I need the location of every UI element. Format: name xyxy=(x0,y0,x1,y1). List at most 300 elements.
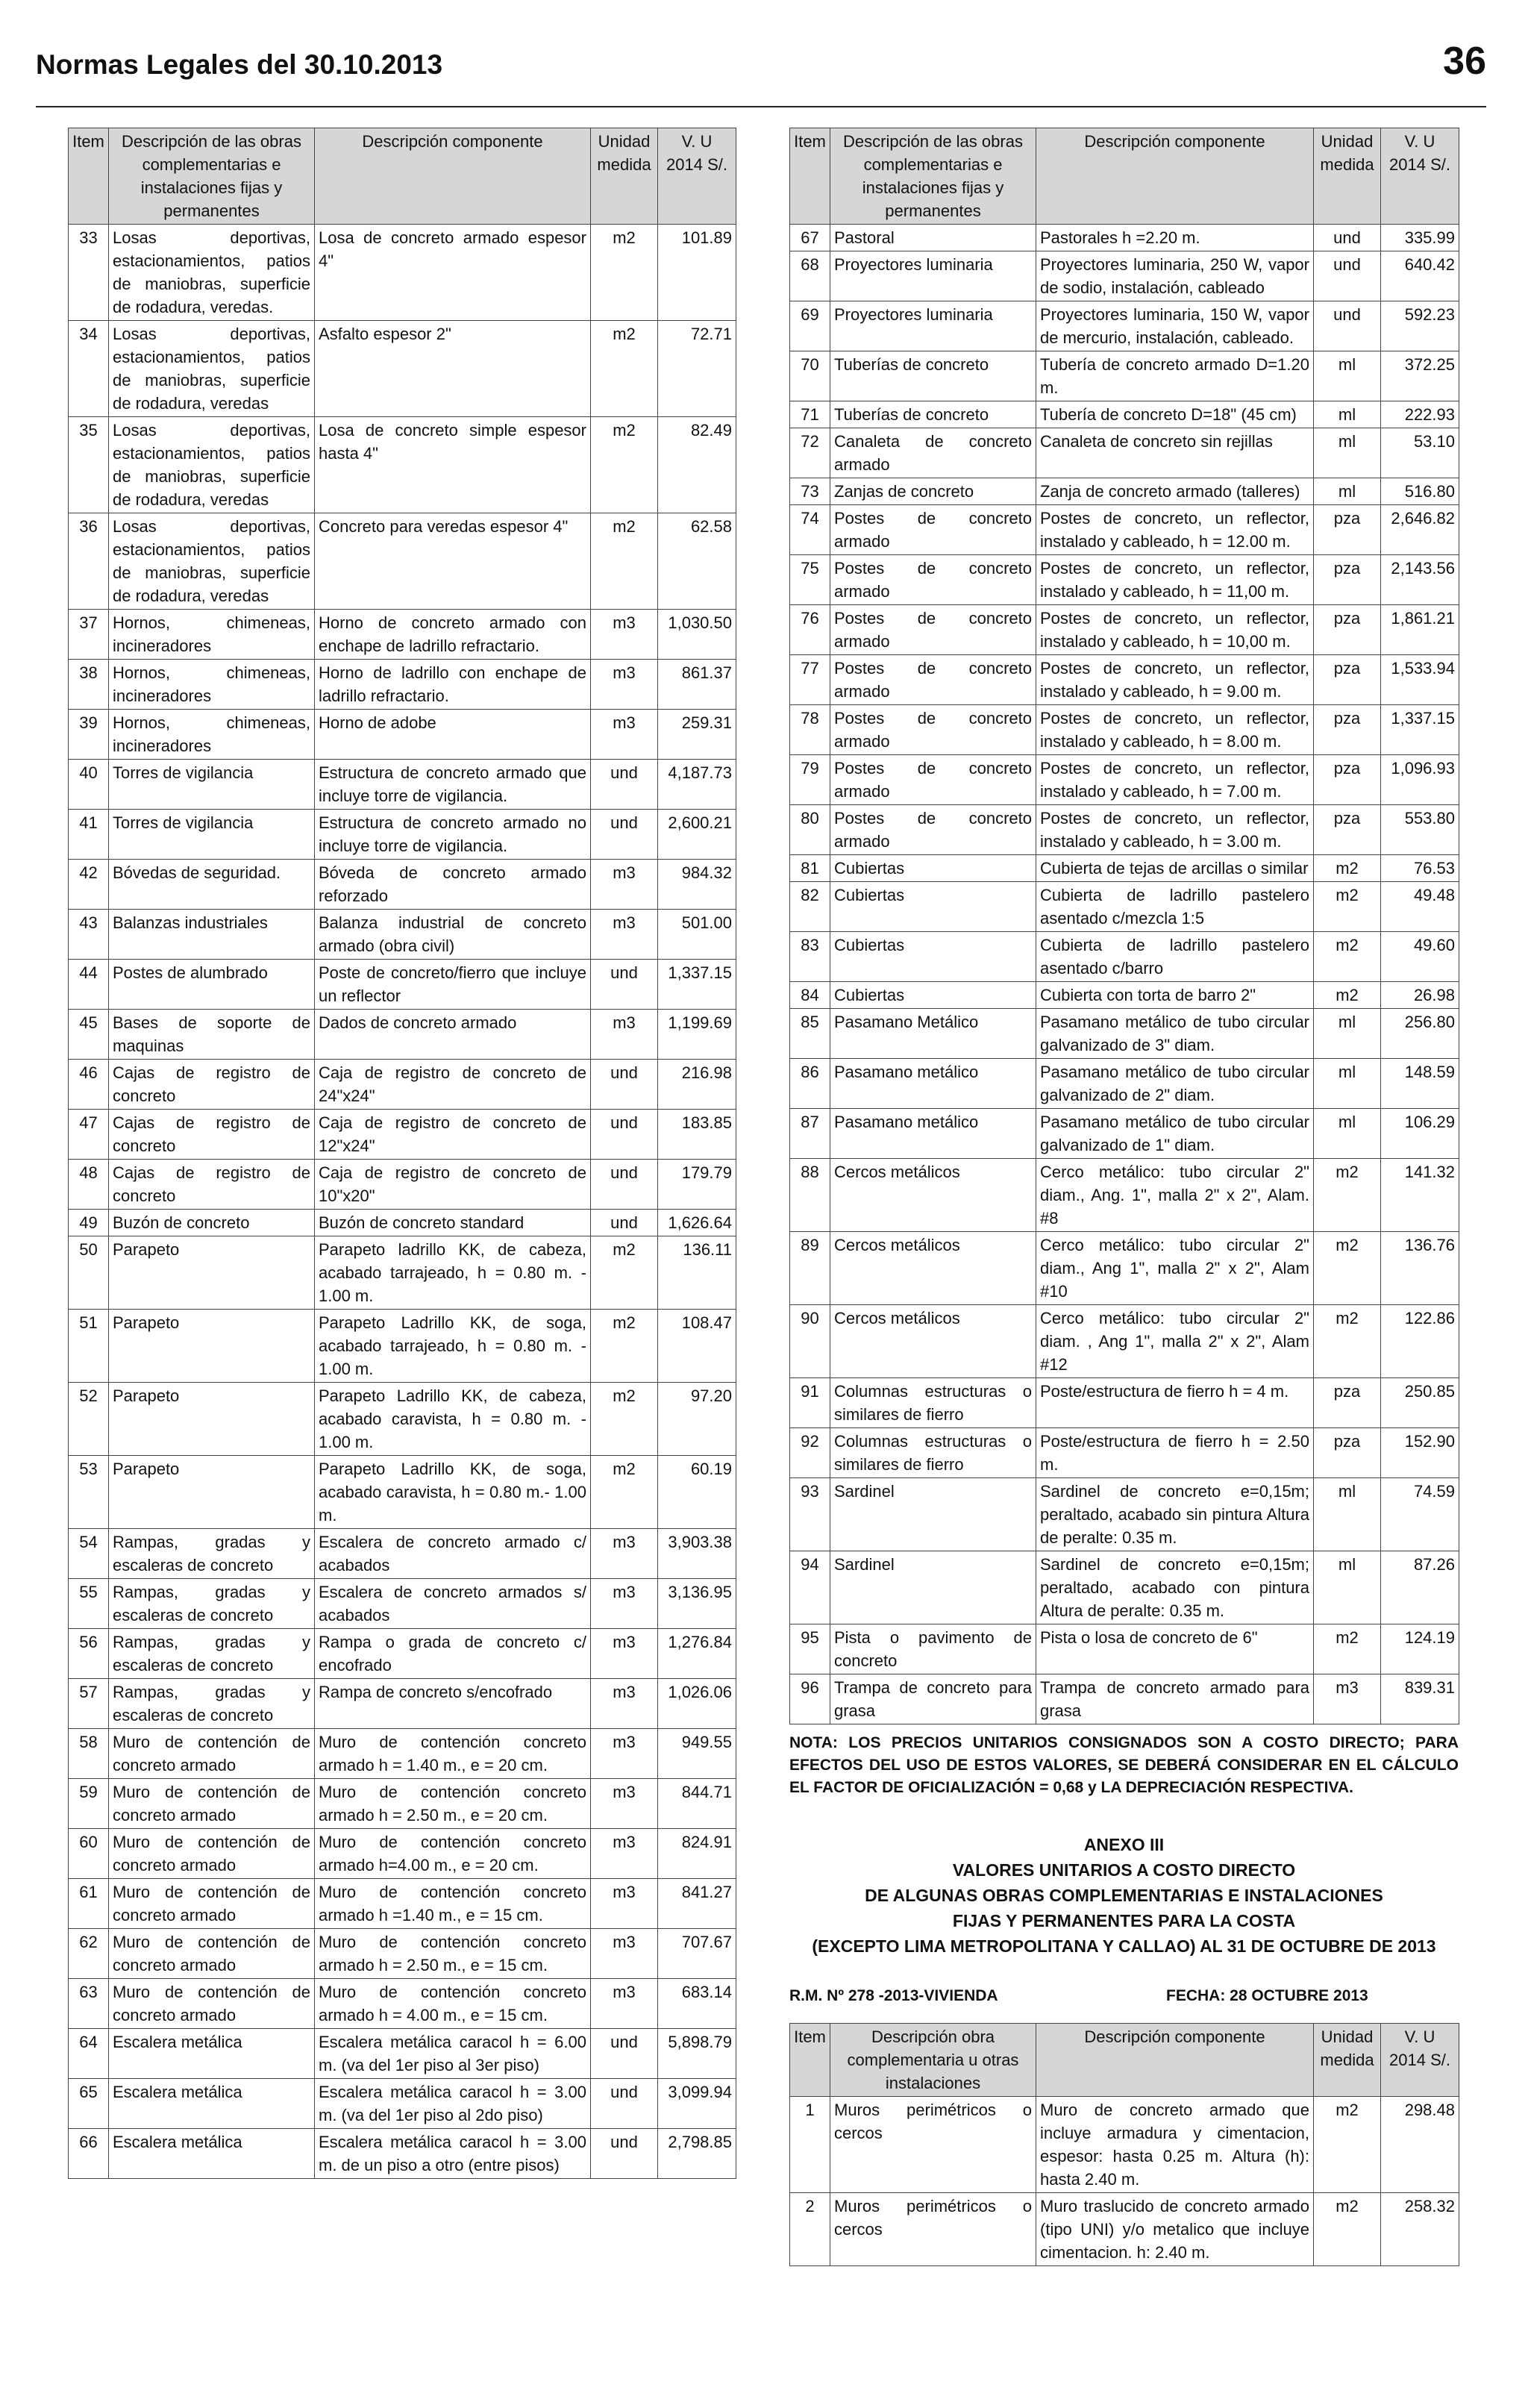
cell-unit: m3 xyxy=(591,1579,658,1629)
cell-item: 82 xyxy=(790,882,830,932)
cell-value: 136.11 xyxy=(658,1236,736,1310)
cell-component: Muro de contención concreto armado h =1.40 m., e = 15 cm. xyxy=(315,1879,591,1929)
table-row xyxy=(790,251,1459,301)
cell-item: 78 xyxy=(790,705,830,755)
cell-item: 62 xyxy=(69,1929,109,1979)
cell-unit: m3 xyxy=(591,1829,658,1879)
cell-description: Proyectores luminaria xyxy=(830,301,1036,351)
cell-unit: ml xyxy=(1314,478,1381,505)
cell-value: 152.90 xyxy=(1381,1428,1459,1478)
cell-description: Pasamano metálico xyxy=(830,1109,1036,1159)
cell-description: Postes de concreto armado xyxy=(830,605,1036,655)
cell-description: Cajas de registro de concreto xyxy=(109,1110,315,1160)
table-row xyxy=(790,982,1459,1009)
cell-value: 183.85 xyxy=(658,1110,736,1160)
cell-component: Parapeto Ladrillo KK, de cabeza, acabado caravista, h = 0.80 m. - 1.00 m. xyxy=(315,1383,591,1456)
cell-item: 77 xyxy=(790,655,830,705)
cell-value: 1,030.50 xyxy=(658,610,736,660)
cell-unit: und xyxy=(1314,301,1381,351)
cell-item: 56 xyxy=(69,1629,109,1679)
cell-description: Hornos, chimeneas, incineradores xyxy=(109,610,315,660)
cell-value: 1,276.84 xyxy=(658,1629,736,1679)
cell-description: Postes de concreto armado xyxy=(830,505,1036,555)
cell-description: Losas deportivas, estacionamientos, patios de maniobras, superficie de rodadura, veredas xyxy=(109,417,315,513)
annex-title-line: DE ALGUNAS OBRAS COMPLEMENTARIAS E INSTALACIONES xyxy=(865,1886,1383,1905)
cell-value: 2,600.21 xyxy=(658,810,736,860)
table-row xyxy=(790,1305,1459,1378)
cell-description: Sardinel xyxy=(830,1478,1036,1551)
table-row xyxy=(69,1929,736,1979)
cell-item: 52 xyxy=(69,1383,109,1456)
cell-value: 5,898.79 xyxy=(658,2029,736,2079)
resolution-number: R.M. Nº 278 -2013-VIVIENDA xyxy=(789,1987,998,2004)
header-rule xyxy=(36,106,1486,107)
cell-description: Postes de concreto armado xyxy=(830,655,1036,705)
table-header-row xyxy=(790,128,1459,225)
cell-description: Muro de contención de concreto armado xyxy=(109,1879,315,1929)
col-header-unit: Unidad medida xyxy=(591,128,658,225)
cell-component: Cubierta de ladrillo pastelero asentado c/mezcla 1:5 xyxy=(1036,882,1314,932)
cell-item: 87 xyxy=(790,1109,830,1159)
cell-value: 250.85 xyxy=(1381,1378,1459,1428)
cell-component: Canaleta de concreto sin rejillas xyxy=(1036,428,1314,478)
cell-component: Escalera metálica caracol h = 3.00 m. (va del 1er piso al 2do piso) xyxy=(315,2079,591,2129)
cell-component: Poste/estructura de fierro h = 4 m. xyxy=(1036,1378,1314,1428)
table-row xyxy=(69,810,736,860)
cell-component: Muro de contención concreto armado h=4.00 m., e = 20 cm. xyxy=(315,1829,591,1879)
cell-description: Rampas, gradas y escaleras de concreto xyxy=(109,1679,315,1729)
cell-value: 824.91 xyxy=(658,1829,736,1879)
table-header-row xyxy=(69,128,736,225)
cell-value: 72.71 xyxy=(658,321,736,417)
cell-unit: m2 xyxy=(1314,1624,1381,1674)
cell-component: Proyectores luminaria, 150 W, vapor de mercurio, instalación, cableado. xyxy=(1036,301,1314,351)
cell-item: 65 xyxy=(69,2079,109,2129)
cell-description: Columnas estructuras o similares de fierro xyxy=(830,1428,1036,1478)
annex-title-line: FIJAS Y PERMANENTES PARA LA COSTA xyxy=(952,1911,1296,1930)
cell-value: 3,136.95 xyxy=(658,1579,736,1629)
cell-description: Cercos metálicos xyxy=(830,1305,1036,1378)
cell-unit: pza xyxy=(1314,1378,1381,1428)
cell-item: 50 xyxy=(69,1236,109,1310)
cell-item: 44 xyxy=(69,960,109,1010)
cell-unit: pza xyxy=(1314,705,1381,755)
cell-item: 73 xyxy=(790,478,830,505)
cell-component: Tubería de concreto D=18" (45 cm) xyxy=(1036,401,1314,428)
col-header-component: Descripción componente xyxy=(315,128,591,225)
cell-item: 41 xyxy=(69,810,109,860)
cell-value: 707.67 xyxy=(658,1929,736,1979)
cell-component: Sardinel de concreto e=0,15m; peraltado, acabado con pintura Altura de peralte: 0.35 m. xyxy=(1036,1551,1314,1624)
col-header-value: V. U 2014 S/. xyxy=(1381,128,1459,225)
cell-value: 148.59 xyxy=(1381,1059,1459,1109)
cell-description: Muros perimétricos o cercos xyxy=(830,2097,1036,2193)
cell-component: Cubierta de ladrillo pastelero asentado c/barro xyxy=(1036,932,1314,982)
table-row xyxy=(790,351,1459,401)
cell-value: 640.42 xyxy=(1381,251,1459,301)
table-row xyxy=(69,1236,736,1310)
table-row xyxy=(790,1159,1459,1232)
cell-value: 74.59 xyxy=(1381,1478,1459,1551)
table-row xyxy=(69,1529,736,1579)
table-row xyxy=(69,1383,736,1456)
table-row xyxy=(790,655,1459,705)
cell-unit: m2 xyxy=(591,513,658,610)
cell-value: 2,798.85 xyxy=(658,2129,736,2179)
cell-component: Pasamano metálico de tubo circular galvanizado de 2" diam. xyxy=(1036,1059,1314,1109)
cell-value: 49.48 xyxy=(1381,882,1459,932)
cell-description: Parapeto xyxy=(109,1383,315,1456)
cell-item: 54 xyxy=(69,1529,109,1579)
cell-item: 83 xyxy=(790,932,830,982)
cell-value: 3,903.38 xyxy=(658,1529,736,1579)
cell-item: 63 xyxy=(69,1979,109,2029)
cell-component: Rampa de concreto s/encofrado xyxy=(315,1679,591,1729)
cell-component: Parapeto ladrillo KK, de cabeza, acabado tarrajeado, h = 0.80 m. - 1.00 m. xyxy=(315,1236,591,1310)
cell-item: 66 xyxy=(69,2129,109,2179)
col-header-item: Item xyxy=(790,128,830,225)
table-row xyxy=(790,555,1459,605)
cell-item: 79 xyxy=(790,755,830,805)
table-row xyxy=(69,417,736,513)
cell-unit: pza xyxy=(1314,505,1381,555)
cell-component: Rampa o grada de concreto c/ encofrado xyxy=(315,1629,591,1679)
cell-item: 96 xyxy=(790,1674,830,1724)
cell-item: 70 xyxy=(790,351,830,401)
cell-description: Rampas, gradas y escaleras de concreto xyxy=(109,1579,315,1629)
cell-value: 97.20 xyxy=(658,1383,736,1456)
cell-description: Muro de contención de concreto armado xyxy=(109,1779,315,1829)
annex-title-line: (EXCEPTO LIMA METROPOLITANA Y CALLAO) AL 31 DE OCTUBRE DE 2013 xyxy=(812,1936,1436,1956)
cell-unit: und xyxy=(591,960,658,1010)
cell-component: Poste de concreto/fierro que incluye un reflector xyxy=(315,960,591,1010)
cell-description: Hornos, chimeneas, incineradores xyxy=(109,660,315,710)
cell-description: Cercos metálicos xyxy=(830,1159,1036,1232)
cell-item: 37 xyxy=(69,610,109,660)
cell-component: Caja de registro de concreto de 10"x20" xyxy=(315,1160,591,1210)
cell-unit: m2 xyxy=(591,321,658,417)
cell-value: 216.98 xyxy=(658,1060,736,1110)
cell-value: 844.71 xyxy=(658,1779,736,1829)
table-row xyxy=(790,1624,1459,1674)
cell-description: Postes de alumbrado xyxy=(109,960,315,1010)
col-header-unit: Unidad medida xyxy=(1314,128,1381,225)
cell-description: Escalera metálica xyxy=(109,2029,315,2079)
cell-description: Parapeto xyxy=(109,1310,315,1383)
cell-value: 372.25 xyxy=(1381,351,1459,401)
cell-component: Escalera metálica caracol h = 6.00 m. (va del 1er piso al 3er piso) xyxy=(315,2029,591,2079)
cell-value: 1,533.94 xyxy=(1381,655,1459,705)
cell-value: 60.19 xyxy=(658,1456,736,1529)
cell-unit: und xyxy=(591,810,658,860)
cell-value: 2,646.82 xyxy=(1381,505,1459,555)
cell-item: 76 xyxy=(790,605,830,655)
cell-description: Sardinel xyxy=(830,1551,1036,1624)
cell-value: 516.80 xyxy=(1381,478,1459,505)
cell-unit: m2 xyxy=(591,1310,658,1383)
cell-item: 34 xyxy=(69,321,109,417)
cell-item: 36 xyxy=(69,513,109,610)
cell-value: 106.29 xyxy=(1381,1109,1459,1159)
cell-description: Bóvedas de seguridad. xyxy=(109,860,315,910)
table-row xyxy=(790,2097,1459,2193)
cell-description: Postes de concreto armado xyxy=(830,755,1036,805)
table-row xyxy=(790,1059,1459,1109)
cell-unit: pza xyxy=(1314,605,1381,655)
cell-unit: m3 xyxy=(591,660,658,710)
cell-item: 91 xyxy=(790,1378,830,1428)
cell-item: 49 xyxy=(69,1210,109,1236)
table-row xyxy=(790,1674,1459,1724)
cell-component: Postes de concreto, un reflector, instalado y cableado, h = 7.00 m. xyxy=(1036,755,1314,805)
cell-item: 51 xyxy=(69,1310,109,1383)
cell-value: 298.48 xyxy=(1381,2097,1459,2193)
cell-unit: m3 xyxy=(591,1729,658,1779)
cell-component: Postes de concreto, un reflector, instalado y cableado, h = 10,00 m. xyxy=(1036,605,1314,655)
cell-value: 136.76 xyxy=(1381,1232,1459,1305)
cell-description: Cubiertas xyxy=(830,882,1036,932)
right-column xyxy=(789,128,1459,2266)
cell-unit: m3 xyxy=(591,1779,658,1829)
cell-component: Caja de registro de concreto de 24"x24" xyxy=(315,1060,591,1110)
page-number: 36 xyxy=(1443,40,1486,83)
cell-description: Muros perimétricos o cercos xyxy=(830,2193,1036,2266)
table-body-annex xyxy=(790,2097,1459,2266)
cell-value: 1,861.21 xyxy=(1381,605,1459,655)
table-row xyxy=(69,960,736,1010)
col-header-value: V. U 2014 S/. xyxy=(1381,2024,1459,2097)
table-row xyxy=(69,1679,736,1729)
col-header-component: Descripción componente xyxy=(1036,2024,1314,2097)
cell-component: Pastorales h =2.20 m. xyxy=(1036,225,1314,251)
cell-component: Muro traslucido de concreto armado (tipo UNI) y/o metalico que incluye cimentacion. h: 2.40 m. xyxy=(1036,2193,1314,2266)
cell-description: Pista o pavimento de concreto xyxy=(830,1624,1036,1674)
table-row xyxy=(790,478,1459,505)
cell-unit: ml xyxy=(1314,428,1381,478)
cell-item: 95 xyxy=(790,1624,830,1674)
table-row xyxy=(69,760,736,810)
cell-description: Proyectores luminaria xyxy=(830,251,1036,301)
cell-unit: m3 xyxy=(591,1629,658,1679)
cell-item: 39 xyxy=(69,710,109,760)
cell-description: Tuberías de concreto xyxy=(830,401,1036,428)
cell-unit: pza xyxy=(1314,755,1381,805)
table-row xyxy=(69,1829,736,1879)
table-row xyxy=(790,805,1459,855)
cell-item: 90 xyxy=(790,1305,830,1378)
cell-description: Muro de contención de concreto armado xyxy=(109,1729,315,1779)
cell-description: Torres de vigilancia xyxy=(109,810,315,860)
cell-unit: m3 xyxy=(591,1529,658,1579)
cell-unit: m3 xyxy=(591,860,658,910)
cell-description: Muro de contención de concreto armado xyxy=(109,1829,315,1879)
cell-unit: m2 xyxy=(1314,932,1381,982)
cell-item: 38 xyxy=(69,660,109,710)
cell-value: 256.80 xyxy=(1381,1009,1459,1059)
cell-unit: ml xyxy=(1314,1109,1381,1159)
table-row xyxy=(69,1060,736,1110)
cell-unit: m2 xyxy=(591,1456,658,1529)
cell-value: 592.23 xyxy=(1381,301,1459,351)
cell-description: Escalera metálica xyxy=(109,2079,315,2129)
cell-component: Muro de contención concreto armado h = 1.40 m., e = 20 cm. xyxy=(315,1729,591,1779)
cell-unit: m2 xyxy=(591,417,658,513)
cell-unit: und xyxy=(591,760,658,810)
table-row xyxy=(69,710,736,760)
cell-item: 33 xyxy=(69,225,109,321)
left-column xyxy=(68,128,736,2179)
cell-component: Cerco metálico: tubo circular 2" diam., Ang 1", malla 2" x 2", Alam #10 xyxy=(1036,1232,1314,1305)
cell-item: 72 xyxy=(790,428,830,478)
cell-component: Escalera de concreto armados s/ acabados xyxy=(315,1579,591,1629)
cell-description: Zanjas de concreto xyxy=(830,478,1036,505)
table-row xyxy=(790,301,1459,351)
cell-value: 949.55 xyxy=(658,1729,736,1779)
cell-component: Bóveda de concreto armado reforzado xyxy=(315,860,591,910)
cell-component: Escalera metálica caracol h = 3.00 m. de un piso a otro (entre pisos) xyxy=(315,2129,591,2179)
table-row xyxy=(69,860,736,910)
cell-value: 3,099.94 xyxy=(658,2079,736,2129)
cell-unit: und xyxy=(1314,251,1381,301)
cell-unit: pza xyxy=(1314,655,1381,705)
cell-unit: ml xyxy=(1314,351,1381,401)
cell-item: 75 xyxy=(790,555,830,605)
cell-unit: m2 xyxy=(591,1236,658,1310)
cell-value: 1,337.15 xyxy=(658,960,736,1010)
table-body-left xyxy=(69,225,736,2179)
table-row xyxy=(790,505,1459,555)
annex-title-line: ANEXO III xyxy=(1083,1835,1165,1854)
cell-item: 92 xyxy=(790,1428,830,1478)
table-row xyxy=(790,401,1459,428)
cell-component: Buzón de concreto standard xyxy=(315,1210,591,1236)
table-row xyxy=(790,1478,1459,1551)
cell-description: Torres de vigilancia xyxy=(109,760,315,810)
cell-unit: m2 xyxy=(1314,882,1381,932)
cell-component: Parapeto Ladrillo KK, de soga, acabado tarrajeado, h = 0.80 m. - 1.00 m. xyxy=(315,1310,591,1383)
cell-unit: m3 xyxy=(591,1879,658,1929)
table-row xyxy=(69,1729,736,1779)
cell-component: Postes de concreto, un reflector, instalado y cableado, h = 12.00 m. xyxy=(1036,505,1314,555)
annex-title-line: VALORES UNITARIOS A COSTO DIRECTO xyxy=(952,1860,1296,1880)
cell-unit: und xyxy=(591,2129,658,2179)
values-table-left xyxy=(68,128,736,2179)
table-row xyxy=(69,2129,736,2179)
table-row xyxy=(69,1310,736,1383)
cell-item: 35 xyxy=(69,417,109,513)
table-row xyxy=(69,1210,736,1236)
cell-item: 89 xyxy=(790,1232,830,1305)
values-table-right xyxy=(789,128,1459,1724)
col-header-component: Descripción componente xyxy=(1036,128,1314,225)
annex-resolution-line xyxy=(789,1987,1459,2005)
cell-description: Pasamano Metálico xyxy=(830,1009,1036,1059)
cell-unit: und xyxy=(591,1110,658,1160)
cell-component: Zanja de concreto armado (talleres) xyxy=(1036,478,1314,505)
cell-item: 48 xyxy=(69,1160,109,1210)
cell-value: 76.53 xyxy=(1381,855,1459,882)
cell-unit: m2 xyxy=(1314,1305,1381,1378)
cell-value: 839.31 xyxy=(1381,1674,1459,1724)
cell-component: Cerco metálico: tubo circular 2" diam. , Ang 1", malla 2" x 2", Alam #12 xyxy=(1036,1305,1314,1378)
cell-value: 1,337.15 xyxy=(1381,705,1459,755)
cell-component: Horno de concreto armado con enchape de ladrillo refractario. xyxy=(315,610,591,660)
table-row xyxy=(790,1232,1459,1305)
table-row xyxy=(69,910,736,960)
cell-value: 179.79 xyxy=(658,1160,736,1210)
table-row xyxy=(790,225,1459,251)
cell-value: 53.10 xyxy=(1381,428,1459,478)
cell-item: 40 xyxy=(69,760,109,810)
cell-component: Dados de concreto armado xyxy=(315,1010,591,1060)
cell-component: Cerco metálico: tubo circular 2" diam., Ang. 1", malla 2" x 2", Alam. #8 xyxy=(1036,1159,1314,1232)
table-row xyxy=(790,1378,1459,1428)
cell-item: 46 xyxy=(69,1060,109,1110)
cell-description: Muro de contención de concreto armado xyxy=(109,1979,315,2029)
cell-description: Losas deportivas, estacionamientos, patios de maniobras, superficie de rodadura, veredas xyxy=(109,321,315,417)
cell-component: Muro de contención concreto armado h = 2.50 m., e = 20 cm. xyxy=(315,1779,591,1829)
cell-component: Muro de contención concreto armado h = 4.00 m., e = 15 cm. xyxy=(315,1979,591,2029)
table-row xyxy=(69,1160,736,1210)
cell-item: 81 xyxy=(790,855,830,882)
annex-table xyxy=(789,2023,1459,2266)
cell-description: Canaleta de concreto armado xyxy=(830,428,1036,478)
cell-description: Postes de concreto armado xyxy=(830,555,1036,605)
cell-description: Cubiertas xyxy=(830,932,1036,982)
cell-description: Cercos metálicos xyxy=(830,1232,1036,1305)
cell-component: Pista o losa de concreto de 6" xyxy=(1036,1624,1314,1674)
cell-unit: m3 xyxy=(591,910,658,960)
cell-item: 67 xyxy=(790,225,830,251)
table-row xyxy=(69,2029,736,2079)
cell-value: 26.98 xyxy=(1381,982,1459,1009)
table-row xyxy=(69,660,736,710)
cell-component: Pasamano metálico de tubo circular galvanizado de 3" diam. xyxy=(1036,1009,1314,1059)
cell-unit: und xyxy=(591,2029,658,2079)
cell-item: 69 xyxy=(790,301,830,351)
cell-component: Poste/estructura de fierro h = 2.50 m. xyxy=(1036,1428,1314,1478)
cell-description: Postes de concreto armado xyxy=(830,805,1036,855)
cell-item: 60 xyxy=(69,1829,109,1879)
cell-value: 108.47 xyxy=(658,1310,736,1383)
cell-item: 74 xyxy=(790,505,830,555)
cell-item: 59 xyxy=(69,1779,109,1829)
cell-component: Cubierta con torta de barro 2" xyxy=(1036,982,1314,1009)
cell-value: 861.37 xyxy=(658,660,736,710)
cell-item: 84 xyxy=(790,982,830,1009)
cell-component: Losa de concreto armado espesor 4" xyxy=(315,225,591,321)
cell-component: Escalera de concreto armado c/ acabados xyxy=(315,1529,591,1579)
cell-value: 335.99 xyxy=(1381,225,1459,251)
cell-value: 1,026.06 xyxy=(658,1679,736,1729)
cell-unit: m2 xyxy=(1314,2193,1381,2266)
table-row xyxy=(790,428,1459,478)
cell-unit: und xyxy=(591,1160,658,1210)
cell-value: 82.49 xyxy=(658,417,736,513)
cell-value: 984.32 xyxy=(658,860,736,910)
cell-value: 1,626.64 xyxy=(658,1210,736,1236)
table-row xyxy=(790,2193,1459,2266)
table-body-right xyxy=(790,225,1459,1724)
cell-component: Proyectores luminaria, 250 W, vapor de sodio, instalación, cableado xyxy=(1036,251,1314,301)
cell-value: 259.31 xyxy=(658,710,736,760)
cell-item: 1 xyxy=(790,2097,830,2193)
cell-description: Muro de contención de concreto armado xyxy=(109,1929,315,1979)
cell-unit: ml xyxy=(1314,1009,1381,1059)
cell-component: Trampa de concreto armado para grasa xyxy=(1036,1674,1314,1724)
cell-unit: ml xyxy=(1314,1551,1381,1624)
cell-unit: m2 xyxy=(1314,1232,1381,1305)
